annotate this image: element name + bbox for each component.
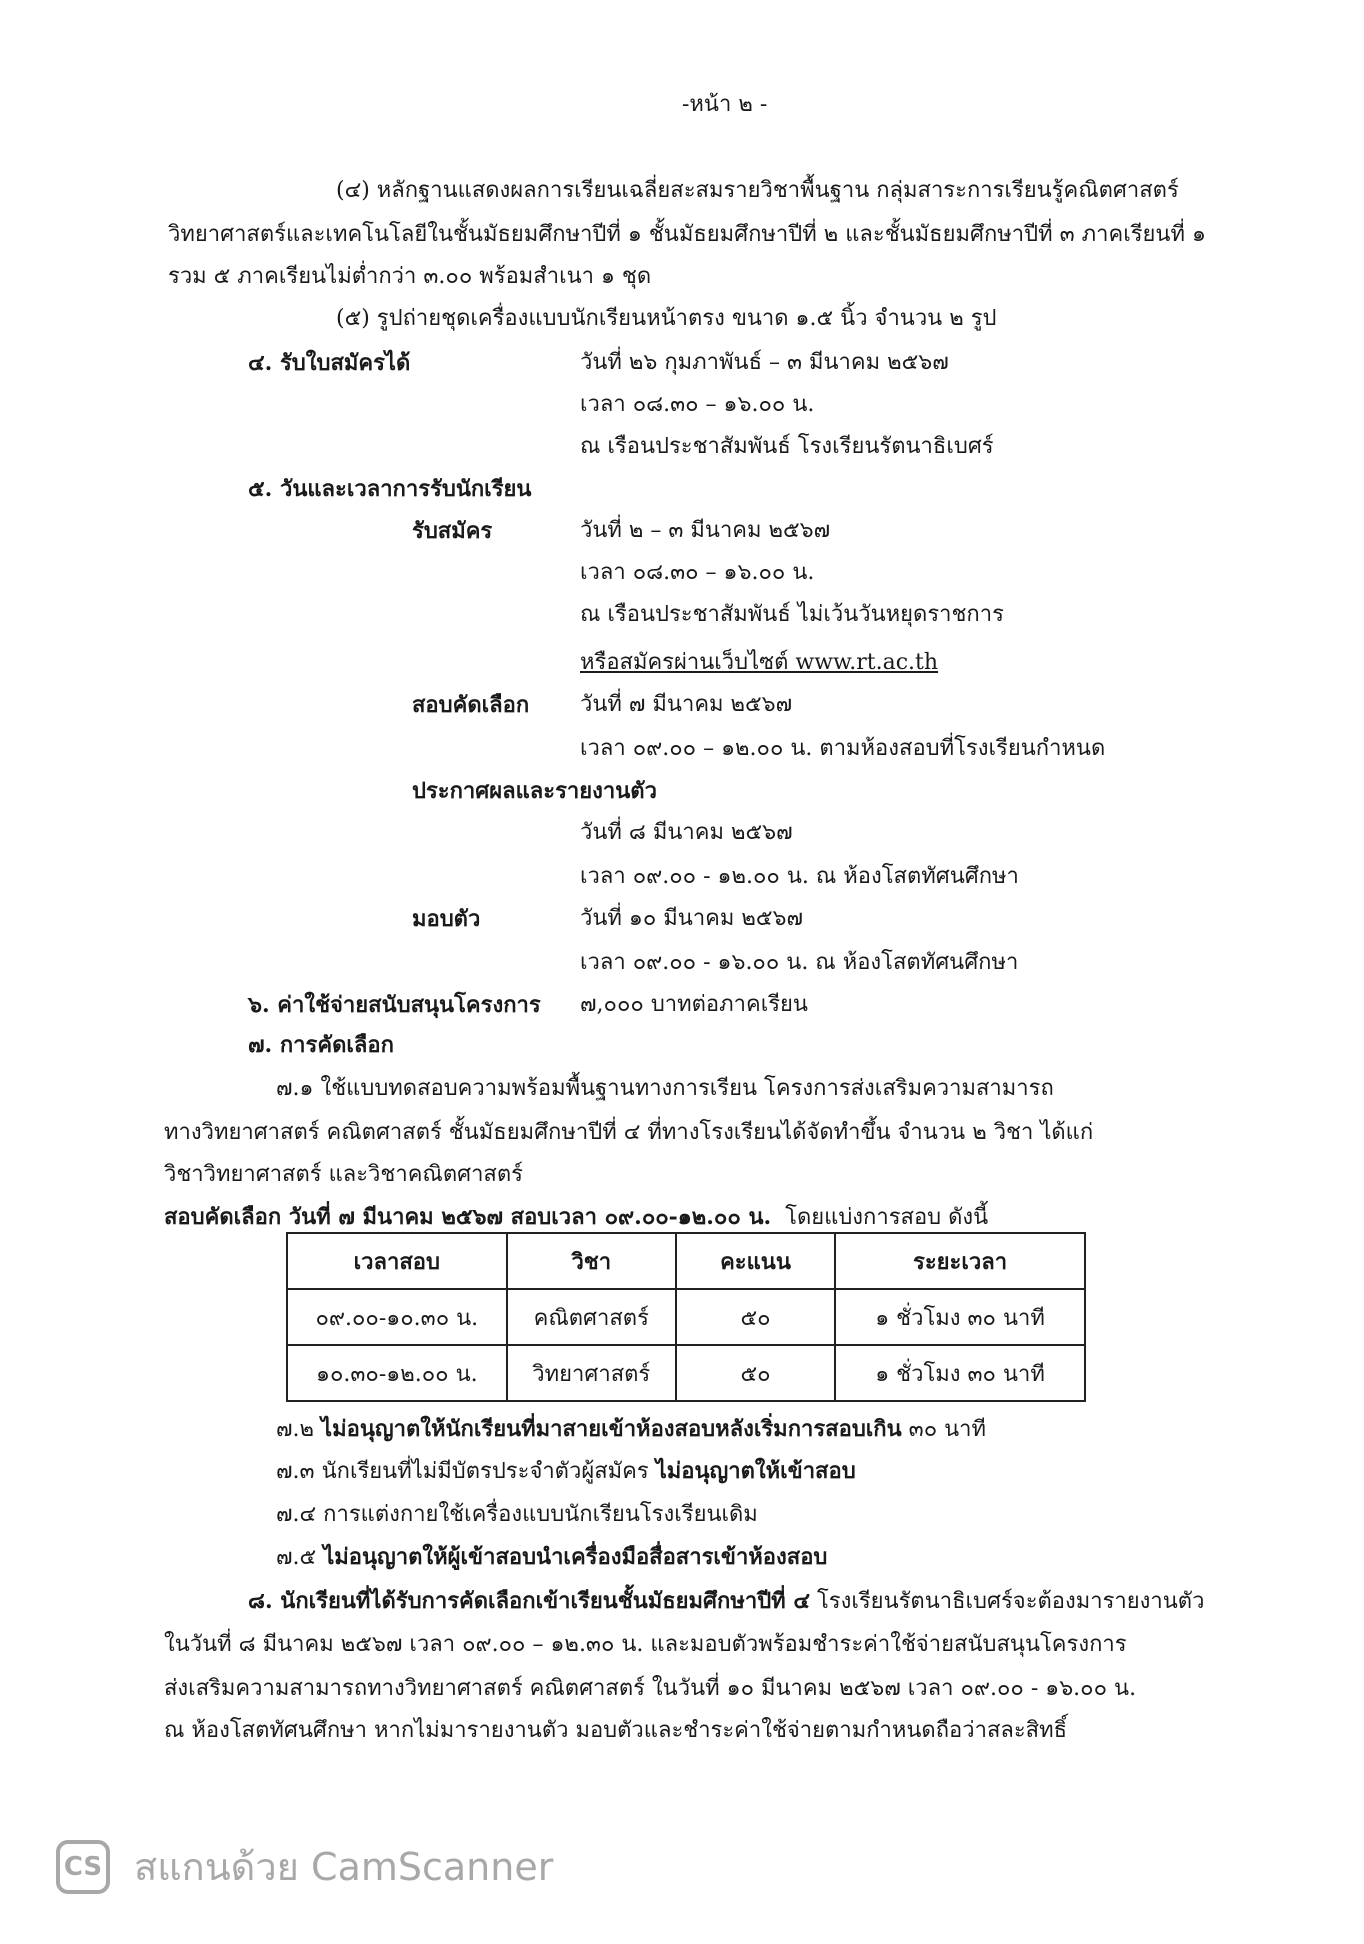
table-cell: วิทยาศาสตร์ [507,1345,676,1401]
report-label: มอบตัว [412,906,481,932]
rule-7-2-rest: ๓๐ นาที [908,1417,987,1442]
exam-label: สอบคัดเลือก [412,692,530,718]
rule-7-3-bold: ไม่อนุญาตให้เข้าสอบ [655,1458,856,1484]
rule-7-2 [276,1414,986,1445]
section-8-line-3: ส่งเสริมความสามารถทางวิทยาศาสตร์ คณิตศาสตร์ ในวันที่ ๑๐ มีนาคม ๒๕๖๗ เวลา ๐๙.๐๐ - ๑๖.๐๐ น. [164,1676,1137,1701]
section-8-line-1 [248,1586,1204,1617]
rule-7-2-number: ๗.๒ [276,1417,315,1442]
apply-date: วันที่ ๒ – ๓ มีนาคม ๒๕๖๗ [580,518,831,543]
table-cell: ๑๐.๓๐-๑๒.๐๐ น. [287,1345,507,1401]
table-header-cell: คะแนน [676,1233,835,1289]
section-8-bold: ๘. นักเรียนที่ได้รับการคัดเลือกเข้าเรียนชั้นมัธยมศึกษาปีที่ ๔ [248,1588,810,1614]
apply-place: ณ เรือนประชาสัมพันธ์ ไม่เว้นวันหยุดราชการ [580,602,1004,627]
rule-7-5-number: ๗.๕ [276,1545,317,1570]
exam-time: เวลา ๐๙.๐๐ – ๑๒.๐๐ น. ตามห้องสอบที่โรงเรียนกำหนด [580,736,1106,761]
section-8-line-1-rest: โรงเรียนรัตนาธิเบศร์จะต้องมารายงานตัว [816,1589,1205,1614]
table-cell: ๑ ชั่วโมง ๓๐ นาที [835,1345,1085,1401]
section-8-line-2: ในวันที่ ๘ มีนาคม ๒๕๖๗ เวลา ๐๙.๐๐ – ๑๒.๓๐ น. และมอบตัวพร้อมชำระค่าใช้จ่ายสนับสนุนโครงการ [164,1632,1127,1657]
announce-label: ประกาศผลและรายงานตัว [412,778,657,804]
apply-online-link[interactable]: หรือสมัครผ่านเว็บไซต์ www.rt.ac.th [580,650,939,675]
apply-label: รับสมัคร [412,518,493,544]
doc-item-5: (๕) รูปถ่ายชุดเครื่องแบบนักเรียนหน้าตรง ขนาด ๑.๕ นิ้ว จำนวน ๒ รูป [336,306,997,331]
section-4-date: วันที่ ๒๖ กุมภาพันธ์ – ๓ มีนาคม ๒๕๖๗ [580,350,949,375]
section-7-1-line-1: ๗.๑ ใช้แบบทดสอบความพร้อมพื้นฐานทางการเรียน โครงการส่งเสริมความสามารถ [276,1076,1054,1101]
section-8-line-4: ณ ห้องโสตทัศนศึกษา หากไม่มารายงานตัว มอบตัวและชำระค่าใช้จ่ายตามกำหนดถือว่าสละสิทธิ์ [164,1718,1068,1743]
report-date: วันที่ ๑๐ มีนาคม ๒๕๖๗ [580,906,804,931]
table-cell: ๐๙.๐๐-๑๐.๓๐ น. [287,1289,507,1345]
table-header-row [287,1233,1085,1289]
table-cell: คณิตศาสตร์ [507,1289,676,1345]
doc-item-4-line-3: รวม ๕ ภาคเรียนไม่ต่ำกว่า ๓.๐๐ พร้อมสำเนา ๑ ชุด [168,264,652,289]
page-number: -หน้า ๒ - [682,92,768,117]
section-7-1-line-2: ทางวิทยาศาสตร์ คณิตศาสตร์ ชั้นมัธยมศึกษาปีที่ ๔ ที่ทางโรงเรียนได้จัดทำขึ้น จำนวน ๒ วิชา ได้แก่ [164,1120,1094,1145]
rule-7-5-bold: ไม่อนุญาตให้ผู้เข้าสอบนำเครื่องมือสื่อสารเข้าห้องสอบ [323,1544,828,1570]
table-cell: ๕๐ [676,1289,835,1345]
rule-7-2-bold: ไม่อนุญาตให้นักเรียนที่มาสายเข้าห้องสอบหลังเริ่มการสอบเกิน [321,1416,902,1442]
rule-7-5 [276,1542,827,1573]
rule-7-3-number: ๗.๓ [276,1459,315,1484]
table-cell: ๕๐ [676,1345,835,1401]
rule-7-3 [276,1456,856,1487]
exam-date: วันที่ ๗ มีนาคม ๒๕๖๗ [580,692,793,717]
exam-schedule-table [286,1232,1086,1402]
table-header-cell: วิชา [507,1233,676,1289]
section-4-title: ๔. รับใบสมัครได้ [248,350,411,376]
rule-7-3-text: นักเรียนที่ไม่มีบัตรประจำตัวผู้สมัคร [321,1459,649,1484]
section-4-place: ณ เรือนประชาสัมพันธ์ โรงเรียนรัตนาธิเบศร์ [580,434,994,459]
camscanner-watermark [56,1836,553,1897]
apply-time: เวลา ๐๘.๓๐ – ๑๖.๐๐ น. [580,560,815,585]
table-row [287,1345,1085,1401]
exam-schedule-bold: สอบคัดเลือก วันที่ ๗ มีนาคม ๒๕๖๗ สอบเวลา ๐๙.๐๐-๑๒.๐๐ น. [164,1204,772,1230]
announce-date: วันที่ ๘ มีนาคม ๒๕๖๗ [580,820,793,845]
table-header-cell: เวลาสอบ [287,1233,507,1289]
report-time: เวลา ๐๙.๐๐ - ๑๖.๐๐ น. ณ ห้องโสตทัศนศึกษา [580,950,1019,975]
section-6-title: ๖. ค่าใช้จ่ายสนับสนุนโครงการ [248,992,541,1018]
section-7-1-line-3: วิชาวิทยาศาสตร์ และวิชาคณิตศาสตร์ [164,1162,523,1187]
section-6-value: ๗,๐๐๐ บาทต่อภาคเรียน [580,992,808,1017]
rule-7-4: ๗.๔ การแต่งกายใช้เครื่องแบบนักเรียนโรงเรียนเดิม [276,1502,758,1527]
exam-schedule-rest: โดยแบ่งการสอบ ดังนี้ [785,1205,989,1230]
doc-item-4-line-2: วิทยาศาสตร์และเทคโนโลยีในชั้นมัธยมศึกษาปีที่ ๑ ชั้นมัธยมศึกษาปีที่ ๒ และชั้นมัธยมศึกษาปีที่ ๓ ภาคเรียนที่ ๑ [168,222,1206,247]
table-row [287,1289,1085,1345]
exam-schedule-line [164,1202,988,1233]
announce-time: เวลา ๐๙.๐๐ - ๑๒.๐๐ น. ณ ห้องโสตทัศนศึกษา [580,864,1019,889]
section-4-time: เวลา ๐๘.๓๐ – ๑๖.๐๐ น. [580,392,815,417]
table-header-cell: ระยะเวลา [835,1233,1085,1289]
doc-item-4-line-1: (๔) หลักฐานแสดงผลการเรียนเฉลี่ยสะสมรายวิชาพื้นฐาน กลุ่มสาระการเรียนรู้คณิตศาสตร์ [336,178,1179,203]
table-cell: ๑ ชั่วโมง ๓๐ นาที [835,1289,1085,1345]
camscanner-text: สแกนด้วย CamScanner [134,1845,554,1889]
section-5-title: ๕. วันและเวลาการรับนักเรียน [248,476,532,502]
camscanner-logo-icon: CS [56,1840,110,1894]
section-7-title: ๗. การคัดเลือก [248,1032,394,1058]
